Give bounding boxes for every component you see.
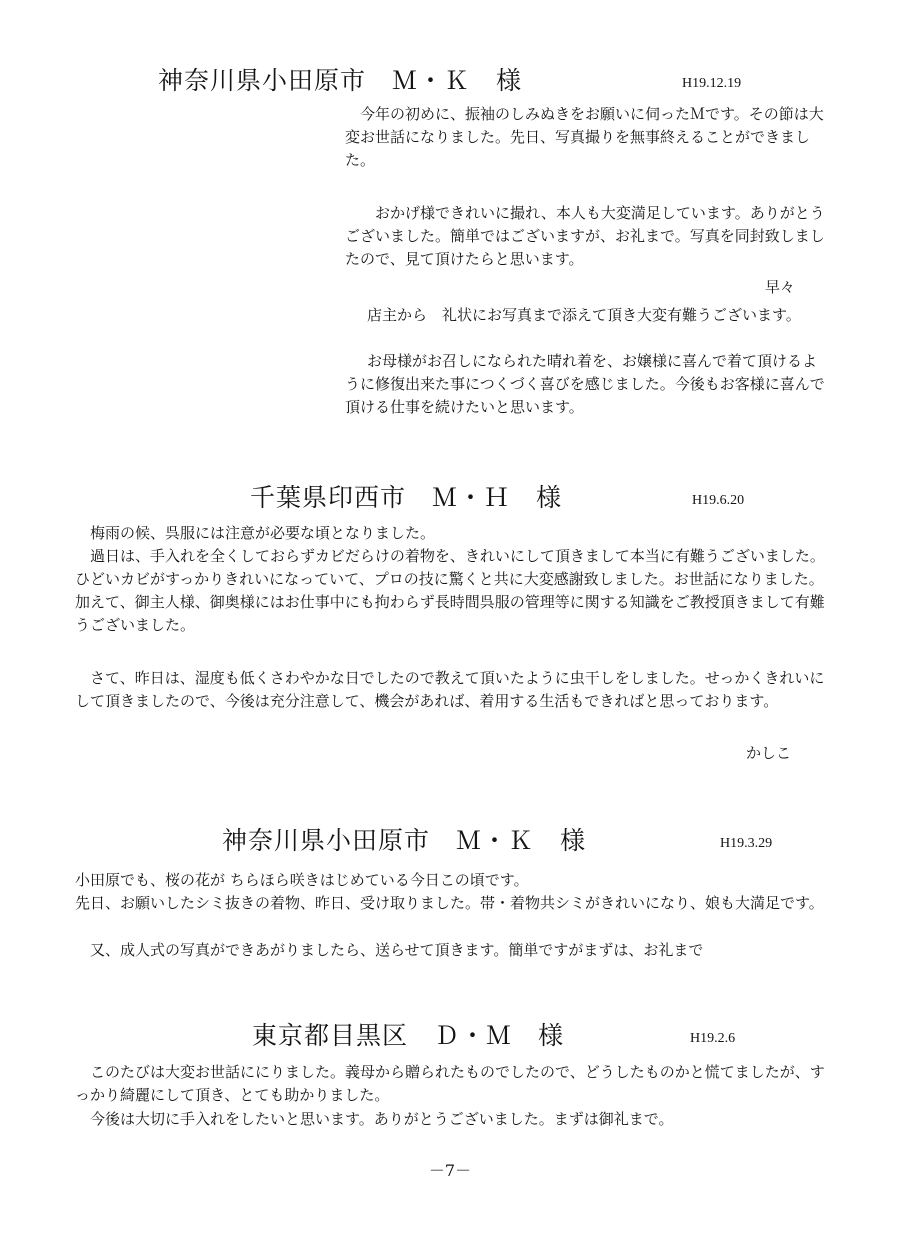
shop-reply-paragraph: お母様がお召しになられた晴れ着を、お嬢様に喜んで着て頂けるように修復出来た事につくづく喜びを感じました。今後もお客様に喜んで頂ける仕事を続けたいと思います。 [345, 352, 825, 416]
letter-paragraph: さて、昨日は、湿度も低くさわやかな日でしたので教えて頂いたように虫干しをしました。せっかくきれいにして頂きましたので、今後は充分注意して、機会があれば、着用する生活もできればと思っております。 [75, 669, 825, 710]
letter-closing: かしこ [745, 744, 791, 762]
letter-paragraph: 今後は大切に手入れをしたいと思います。ありがとうございました。まずは御礼まで。 [90, 1110, 674, 1128]
entry-title: 神奈川県小田原市 Ｍ・Ｋ 様 [158, 66, 523, 95]
entry-title: 神奈川県小田原市 Ｍ・Ｋ 様 [222, 826, 587, 855]
page-number: －7－ [428, 1161, 472, 1180]
letter-closing: 早々 [764, 278, 795, 296]
shop-reply-paragraph: 店主から 礼状にお写真まで添えて頂き大変有難うございます。 [367, 306, 801, 324]
letter-paragraph: 先日、お願いしたシミ抜きの着物、昨日、受け取りました。帯・着物共シミがきれいになり、娘も大満足です。 [75, 894, 824, 912]
letter-paragraph: 今年の初めに、振袖のしみぬきをお願いに伺ったＭです。その節は大変お世話になりました。先日、写真撮りを無事終えることができました。 [345, 105, 824, 169]
letter-paragraph: おかげ様できれいに撮れ、本人も大変満足しています。ありがとうございました。簡単ではございますが、お礼まで。写真を同封致しましたので、見て頂けたらと思います。 [345, 204, 825, 268]
entry-title: 千葉県印西市 Ｍ・Ｈ 様 [250, 483, 563, 512]
letter-paragraph: 梅雨の候、呉服には注意が必要な頃となりました。 [90, 524, 436, 542]
letter-paragraph: 小田原でも、桜の花が ちらほら咲きはじめている今日この頃です。 [75, 871, 529, 889]
letter-paragraph: 過日は、手入れを全くしておらずカビだらけの着物を、きれいにして頂きまして本当に有難うございました。ひどいカビがすっかりきれいになっていて、プロの技に驚くと共に大変感謝致しました。お世話になりました。加えて、御主人様、御奥様にはお仕事中にも拘わらず長時間呉服の管理等に関する知識をご教授頂きまして有難うございました。 [75, 547, 825, 634]
entry-title: 東京都目黒区 Ｄ・Ｍ 様 [252, 1021, 565, 1050]
entry-date: H19.6.20 [692, 493, 745, 508]
entry-date: H19.2.6 [690, 1031, 736, 1046]
entry-date: H19.3.29 [720, 836, 773, 851]
letter-paragraph: このたびは大変お世話ににりました。義母から贈られたものでしたので、どうしたものかと慌てましたが、すっかり綺麗にして頂き、とても助かりました。 [75, 1063, 825, 1104]
entry-date: H19.12.19 [682, 76, 742, 91]
letter-paragraph: 又、成人式の写真ができあがりましたら、送らせて頂きます。簡単ですがまずは、お礼まで [90, 941, 704, 959]
